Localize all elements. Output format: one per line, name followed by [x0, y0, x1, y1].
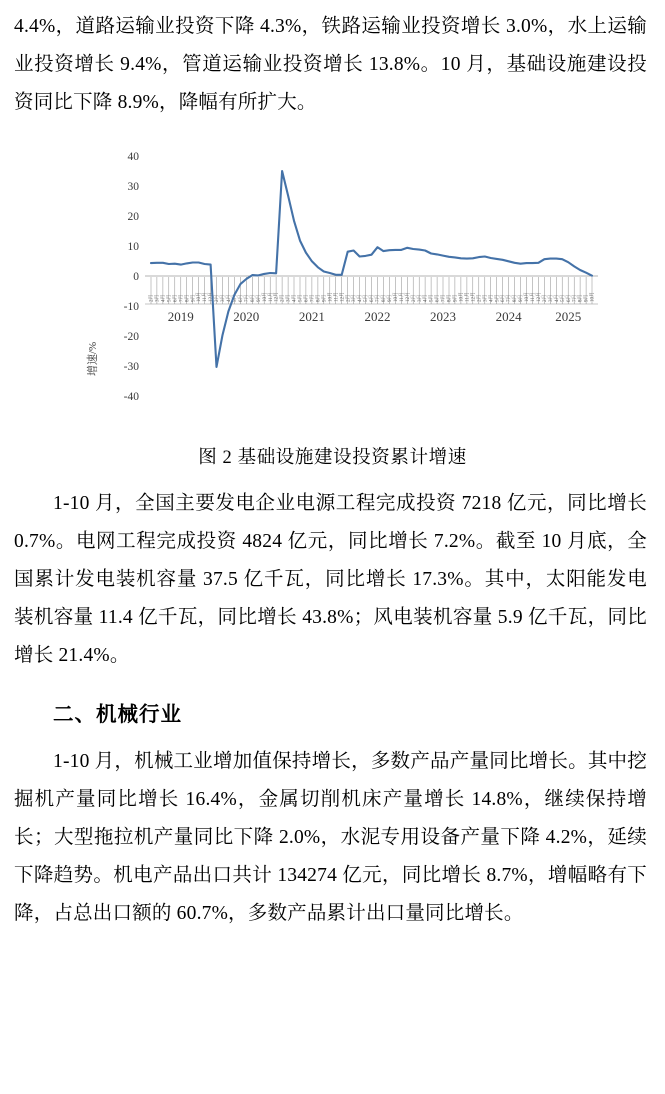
svg-text:3月: 3月: [482, 294, 489, 302]
svg-text:2025: 2025: [555, 309, 582, 324]
svg-text:5月: 5月: [559, 294, 566, 302]
svg-text:4月: 4月: [553, 294, 560, 302]
svg-text:7月: 7月: [440, 294, 447, 302]
svg-text:7月: 7月: [243, 294, 250, 302]
svg-text:4月: 4月: [291, 294, 298, 302]
svg-text:-30: -30: [123, 361, 139, 373]
svg-text:0: 0: [133, 271, 139, 283]
line-chart-svg: [0, 136, 665, 426]
paragraph-infrastructure-investment: 4.4%，道路运输业投资下降 4.3%，铁路运输业投资增长 3.0%，水上运输业投资增长 9.4%，管道运输业投资增长 13.8%。10 月，基础设施建设投资同比下降 8.9%，降幅有所扩大。: [14, 16, 647, 113]
chart-data-line: [151, 171, 592, 367]
svg-text:2024: 2024: [495, 309, 522, 324]
svg-text:11月: 11月: [202, 292, 209, 302]
svg-text:5月: 5月: [428, 294, 435, 302]
svg-text:-40: -40: [123, 391, 139, 403]
svg-text:7月: 7月: [178, 294, 185, 302]
svg-text:6月: 6月: [369, 294, 376, 302]
svg-text:2月: 2月: [345, 294, 352, 302]
svg-text:10: 10: [127, 241, 139, 253]
chart-y-axis-label: 增速/%: [87, 341, 99, 376]
svg-text:10月: 10月: [261, 291, 268, 302]
svg-text:8月: 8月: [381, 294, 387, 302]
svg-text:5月: 5月: [166, 294, 173, 302]
svg-text:2月: 2月: [410, 294, 417, 302]
svg-text:12月: 12月: [404, 291, 411, 302]
chart-y-ticks: [124, 151, 140, 403]
svg-text:10月: 10月: [196, 291, 203, 302]
svg-text:9月: 9月: [583, 294, 590, 302]
svg-text:12月: 12月: [470, 291, 477, 302]
svg-text:6月: 6月: [434, 294, 441, 302]
svg-text:2023: 2023: [430, 309, 456, 324]
svg-text:3月: 3月: [416, 294, 423, 302]
svg-text:2020: 2020: [233, 309, 260, 324]
svg-text:3月: 3月: [154, 294, 161, 302]
svg-text:11月: 11月: [530, 292, 536, 302]
svg-text:5月: 5月: [494, 294, 501, 302]
svg-text:6月: 6月: [303, 294, 310, 302]
svg-text:9月: 9月: [255, 294, 262, 302]
svg-text:12月: 12月: [339, 291, 346, 302]
svg-text:2月: 2月: [542, 294, 548, 302]
svg-text:7月: 7月: [375, 294, 382, 302]
svg-text:7月: 7月: [571, 294, 578, 302]
svg-text:4月: 4月: [488, 294, 495, 302]
svg-text:8月: 8月: [446, 294, 453, 302]
svg-text:8月: 8月: [249, 294, 256, 302]
svg-text:3月: 3月: [285, 294, 292, 302]
paragraph-machinery-industry: 1-10 月，机械工业增加值保持增长，多数产品产量同比增长。其中挖掘机产量同比增长 16.4%，金属切削机床产量增长 14.8%，继续保持增长；大型拖拉机产量同比下降 2.0%，水泥专用设备产量下降 4.2%，延续下降趋势。机电产品出口共计 134274 亿元，同比增长 8.7%，增幅略有下降，占总出口额的 60.7%，多数产品累计出口量同比增长。: [14, 751, 647, 924]
svg-text:10月: 10月: [392, 291, 399, 302]
svg-text:11月: 11月: [464, 292, 471, 302]
svg-text:3月: 3月: [220, 294, 227, 302]
svg-text:10月: 10月: [589, 291, 596, 302]
svg-text:40: 40: [127, 151, 139, 163]
svg-text:5月: 5月: [363, 294, 370, 302]
svg-text:5月: 5月: [232, 294, 238, 302]
svg-text:2022: 2022: [364, 309, 391, 324]
svg-text:2月: 2月: [214, 294, 221, 302]
svg-text:2月: 2月: [148, 294, 155, 302]
svg-text:5月: 5月: [297, 294, 304, 302]
svg-text:8月: 8月: [577, 294, 584, 302]
svg-text:4月: 4月: [226, 294, 232, 302]
svg-text:9月: 9月: [518, 294, 525, 302]
svg-text:11月: 11月: [398, 292, 405, 302]
svg-text:11月: 11月: [267, 292, 274, 302]
svg-text:6月: 6月: [238, 294, 244, 302]
svg-text:11月: 11月: [333, 292, 340, 302]
svg-text:12月: 12月: [273, 291, 280, 302]
svg-text:4月: 4月: [357, 294, 364, 302]
chart-year-labels: [168, 309, 581, 324]
svg-text:-10: -10: [123, 301, 139, 313]
svg-text:3月: 3月: [351, 294, 358, 302]
svg-text:6月: 6月: [172, 294, 179, 302]
svg-text:7月: 7月: [309, 294, 316, 302]
svg-text:20: 20: [127, 211, 139, 223]
section-heading-machinery: 二、机械行业: [53, 704, 182, 726]
svg-text:6月: 6月: [500, 294, 507, 302]
svg-text:2月: 2月: [476, 294, 483, 302]
svg-text:7月: 7月: [506, 294, 513, 302]
svg-text:10月: 10月: [458, 291, 465, 302]
paragraph-power-investment: 1-10 月，全国主要发电企业电源工程完成投资 7218 亿元，同比增长 0.7%。电网工程完成投资 4824 亿元，同比增长 7.2%。截至 10 月底，全国累计发电装机容量 37.5 亿千瓦，同比增长 17.3%。其中，太阳能发电装机容量 11.4 亿千瓦，同比增长 43.8%；风电装机容量 5.9 亿千瓦，同比增长 21.4%。: [14, 493, 647, 666]
svg-text:3月: 3月: [547, 294, 554, 302]
svg-text:8月: 8月: [512, 294, 519, 302]
svg-text:2月: 2月: [279, 294, 286, 302]
svg-text:12月: 12月: [536, 291, 542, 302]
svg-text:9月: 9月: [190, 294, 197, 302]
svg-text:10月: 10月: [327, 291, 334, 302]
svg-text:4月: 4月: [422, 294, 429, 302]
svg-text:8月: 8月: [184, 294, 191, 302]
svg-text:-20: -20: [123, 331, 139, 343]
svg-text:2021: 2021: [298, 309, 325, 324]
svg-text:9月: 9月: [452, 294, 459, 302]
svg-text:12月: 12月: [208, 291, 215, 302]
svg-text:30: 30: [127, 181, 139, 193]
svg-text:10月: 10月: [524, 291, 531, 302]
svg-text:4月: 4月: [160, 294, 167, 302]
svg-text:9月: 9月: [321, 294, 328, 302]
svg-text:9月: 9月: [387, 294, 393, 302]
svg-text:2019: 2019: [167, 309, 194, 324]
figure-infrastructure-growth-chart: [0, 136, 665, 431]
figure-caption: 图 2 基础设施建设投资累计增速: [198, 448, 467, 468]
svg-text:8月: 8月: [315, 294, 322, 302]
svg-text:6月: 6月: [565, 294, 572, 302]
